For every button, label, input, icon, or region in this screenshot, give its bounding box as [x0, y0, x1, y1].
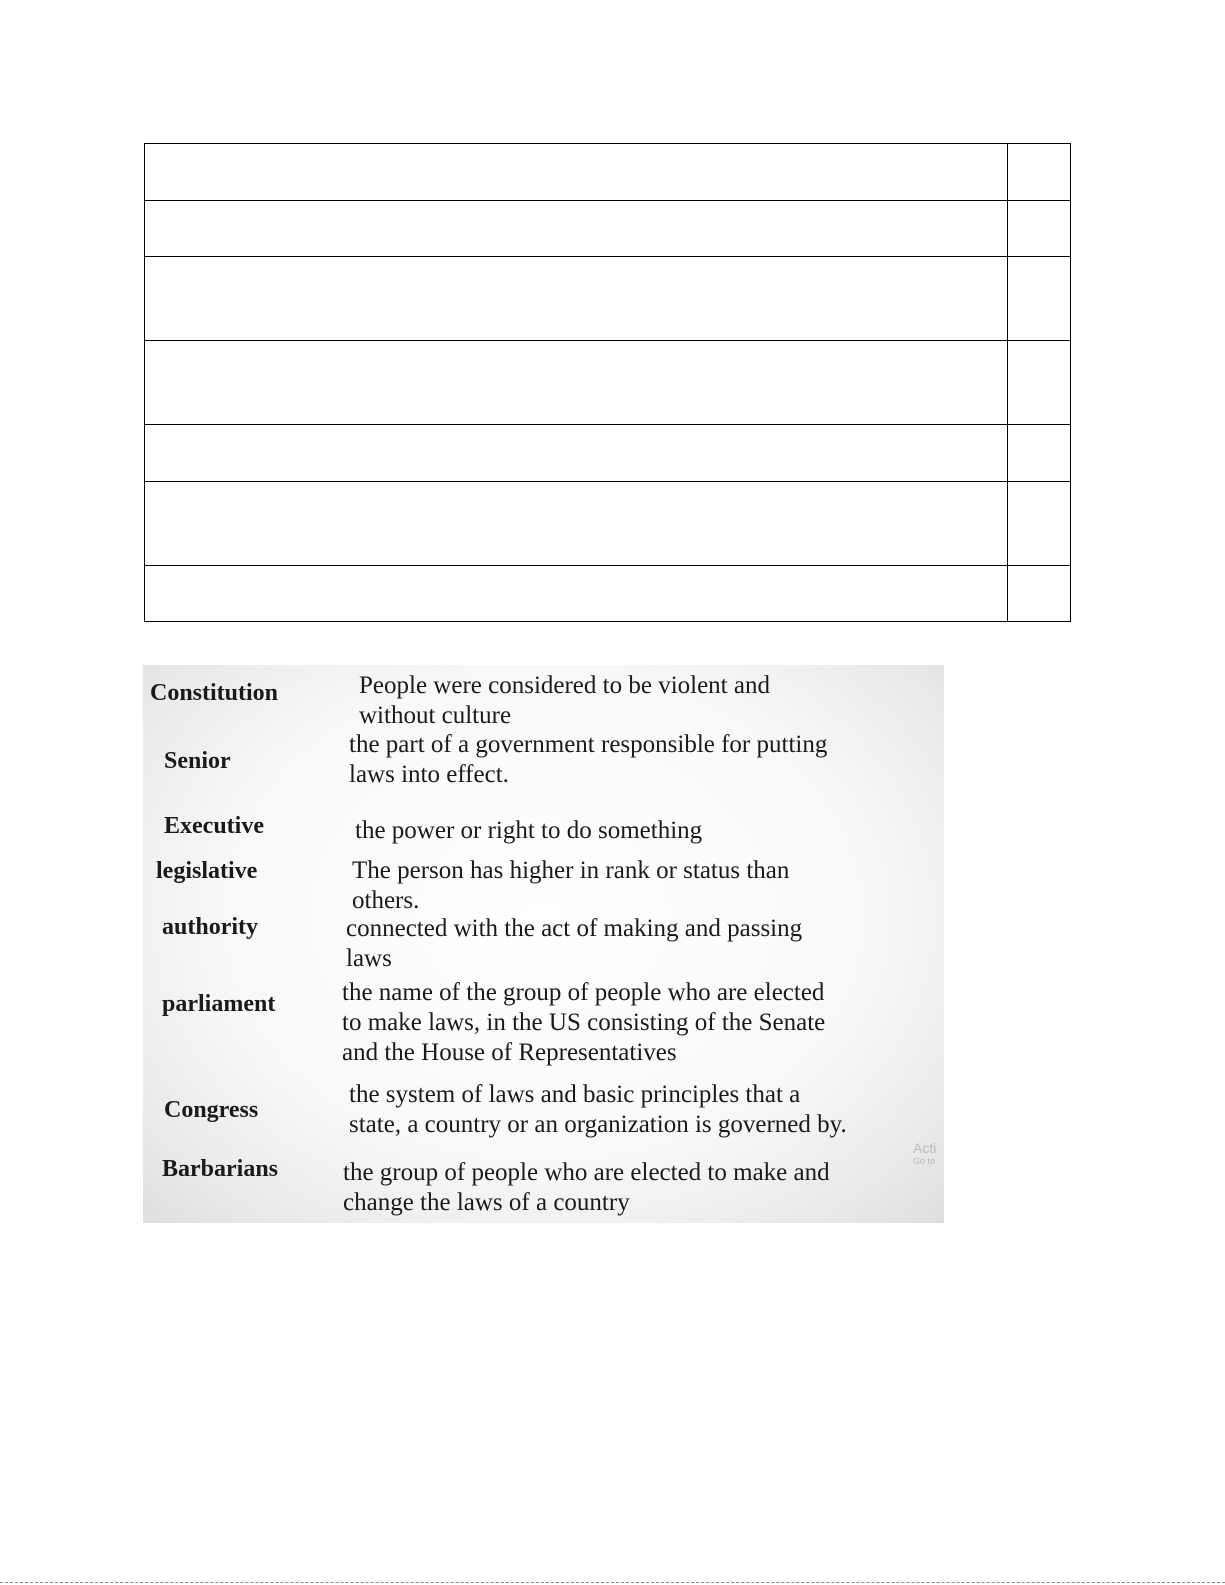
- number-cell[interactable]: [1008, 201, 1071, 257]
- term-barbarians: Barbarians: [162, 1156, 279, 1182]
- number-cell[interactable]: [1008, 257, 1071, 341]
- definition-2: [349, 730, 827, 790]
- term-legislative: legislative: [156, 858, 258, 884]
- definition-4: [352, 856, 789, 916]
- definition-line: without culture: [359, 702, 512, 729]
- answer-cell[interactable]: [145, 425, 1008, 482]
- table-row: [145, 144, 1071, 201]
- definition-5: [346, 914, 802, 974]
- answer-cell[interactable]: [145, 341, 1008, 425]
- definition-6: [342, 978, 825, 1068]
- definition-line: laws: [346, 945, 392, 972]
- definition-line: the name of the group of people who are elected: [342, 979, 825, 1006]
- number-cell[interactable]: [1008, 341, 1071, 425]
- term-authority: authority: [162, 914, 258, 940]
- term-congress: Congress: [164, 1097, 259, 1123]
- number-cell[interactable]: [1008, 482, 1071, 566]
- definition-line: The person has higher in rank or status than: [352, 857, 790, 884]
- table-row: [145, 201, 1071, 257]
- table-row: [145, 566, 1071, 622]
- definition-line: change the laws of a country: [343, 1189, 630, 1216]
- term-parliament: parliament: [162, 991, 276, 1017]
- definition-line: the group of people who are elected to make and: [343, 1159, 830, 1186]
- table-row: [145, 425, 1071, 482]
- definition-line: the power or right to do something: [355, 817, 703, 844]
- table-row: [145, 257, 1071, 341]
- number-cell[interactable]: [1008, 144, 1071, 201]
- definition-7: [349, 1080, 847, 1140]
- table-row: [145, 341, 1071, 425]
- answer-cell[interactable]: [145, 257, 1008, 341]
- definition-line: connected with the act of making and passing: [346, 915, 803, 942]
- answer-cell[interactable]: [145, 482, 1008, 566]
- definition-line: laws into effect.: [349, 761, 509, 788]
- definition-8: [343, 1158, 830, 1218]
- answer-cell[interactable]: [145, 566, 1008, 622]
- answer-cell[interactable]: [145, 201, 1008, 257]
- watermark-line: Go to: [913, 1156, 936, 1166]
- definition-1: [359, 671, 770, 731]
- definition-3: [355, 816, 702, 846]
- term-executive: Executive: [164, 813, 264, 839]
- definition-line: and the House of Representatives: [342, 1039, 677, 1066]
- definition-line: state, a country or an organization is governed by.: [349, 1111, 847, 1138]
- table-row: [145, 482, 1071, 566]
- page-bottom-rule: [0, 1582, 1225, 1583]
- definition-line: to make laws, in the US consisting of the Senate: [342, 1009, 826, 1036]
- answer-cell[interactable]: [145, 144, 1008, 201]
- definition-line: the part of a government responsible for putting: [349, 731, 828, 758]
- definition-line: others.: [352, 887, 420, 914]
- answer-table: [144, 143, 1071, 622]
- definition-line: People were considered to be violent and: [359, 672, 770, 699]
- watermark-line: Acti: [913, 1140, 937, 1156]
- activation-watermark: [913, 1140, 936, 1167]
- term-constitution: Constitution: [150, 680, 279, 706]
- number-cell[interactable]: [1008, 425, 1071, 482]
- term-senior: Senior: [164, 748, 231, 774]
- vocabulary-image: [143, 665, 944, 1223]
- number-cell[interactable]: [1008, 566, 1071, 622]
- definition-line: the system of laws and basic principles that a: [349, 1081, 801, 1108]
